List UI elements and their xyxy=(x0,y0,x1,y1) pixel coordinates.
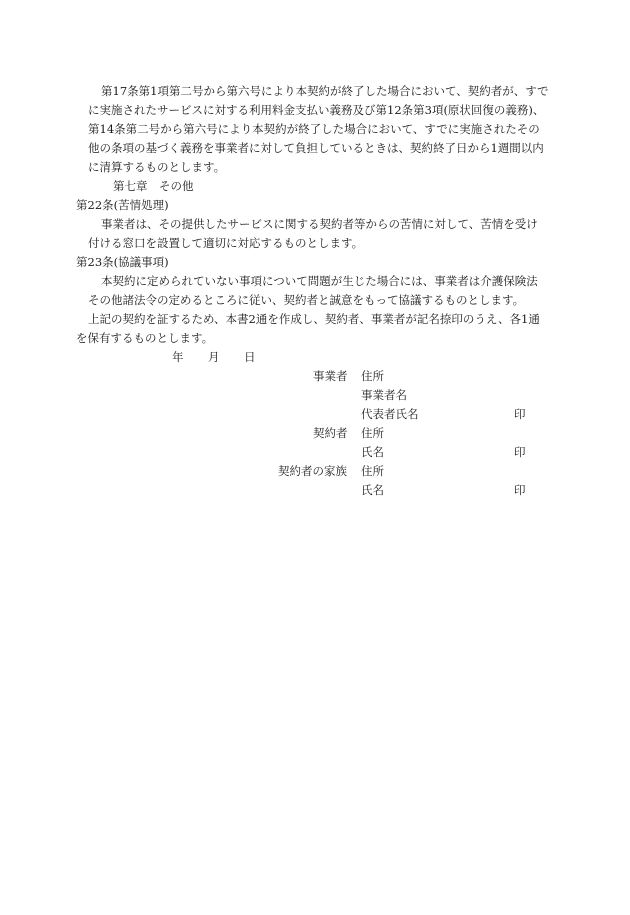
contractor-address-label: 住所 xyxy=(361,426,384,440)
closing-line2: を保有するものとします。 xyxy=(76,331,214,345)
article21-line5: に清算するものとします。 xyxy=(88,160,226,174)
article21-line2: に実施されたサービスに対する利用料金支払い義務及び第12条第3項(原状回復の義務)、 xyxy=(88,103,545,117)
article21-line3: 第14条第二号から第六号により本契約が終了した場合において、すでに実施されたその xyxy=(88,122,540,136)
family-name-label: 氏名 xyxy=(361,483,384,497)
date-year: 年 xyxy=(172,350,184,364)
article21-line4: 他の条項の基づく義務を事業者に対して負担しているときは、契約終了日から1週間以内 xyxy=(88,141,544,155)
chapter-heading: 第七章 その他 xyxy=(113,179,194,193)
article22-line2: 付ける窓口を設置して適切に対応するものとします。 xyxy=(88,236,364,250)
provider-seal-mark: 印 xyxy=(514,407,526,421)
date-day: 日 xyxy=(244,350,256,364)
article23-heading: 第23条(協議事項) xyxy=(76,255,169,269)
article22-heading: 第22条(苦情処理) xyxy=(76,198,169,212)
article23-line2: その他諸法令の定めるところに従い、契約者と誠意をもって協議するものとします。 xyxy=(88,293,525,307)
contractor-seal-mark: 印 xyxy=(514,445,526,459)
provider-name-label: 事業者名 xyxy=(361,388,407,402)
family-label: 契約者の家族 xyxy=(278,464,347,478)
family-seal-mark: 印 xyxy=(514,483,526,497)
contractor-label: 契約者 xyxy=(313,426,348,440)
article22-line1: 事業者は、その提供したサービスに関する契約者等からの苦情に対して、苦情を受け xyxy=(101,217,538,231)
provider-address-label: 住所 xyxy=(361,369,384,383)
article21-line1: 第17条第1項第二号から第六号により本契約が終了した場合において、契約者が、すで xyxy=(101,84,549,98)
date-month: 月 xyxy=(208,350,220,364)
closing-line1: 上記の契約を証するため、本書2通を作成し、契約者、事業者が記名捺印のうえ、各1通 xyxy=(88,312,540,326)
provider-rep-label: 代表者氏名 xyxy=(361,407,419,421)
contractor-name-label: 氏名 xyxy=(361,445,384,459)
provider-label: 事業者 xyxy=(313,369,348,383)
family-address-label: 住所 xyxy=(361,464,384,478)
article23-line1: 本契約に定められていない事項について問題が生じた場合には、事業者は介護保険法 xyxy=(101,274,538,288)
